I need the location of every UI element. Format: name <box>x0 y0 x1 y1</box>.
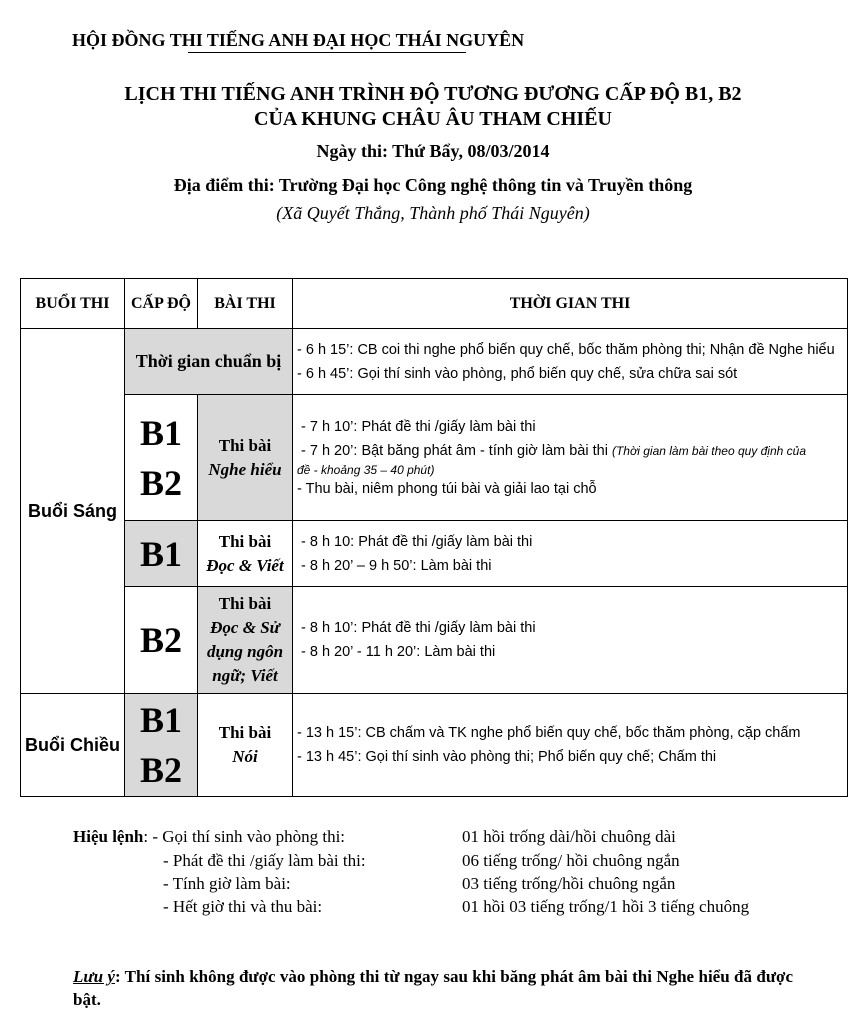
paper-line-1: Thi bài <box>218 531 272 551</box>
session-morning: Buổi Sáng <box>21 329 125 694</box>
council-heading <box>72 30 524 51</box>
header-paper: BÀI THI <box>198 279 293 329</box>
paper-line-2: Đọc & Sử <box>210 618 280 637</box>
level-b1: B1 <box>139 412 182 453</box>
listening-time-2: - 7 h 20’: Bật băng phát âm - tính giờ làm bài thi (Thời gian làm bài theo quy định của <box>301 442 807 459</box>
paper-line-1: Thi bài <box>218 435 272 455</box>
paper-line-2: Nghe hiểu <box>208 459 282 479</box>
table-row-afternoon <box>21 694 848 797</box>
prep-time-2: - 6 h 45’: Gọi thí sinh vào phòng, phổ biến quy chế, sửa chữa sai sót <box>297 365 738 382</box>
table-row-b2-reading <box>21 587 848 694</box>
b2-level: B2 <box>125 587 198 694</box>
speaking-times <box>293 694 848 797</box>
header-session: BUỔI THI <box>21 279 125 329</box>
b1-times <box>293 521 848 587</box>
session-afternoon: Buổi Chiều <box>21 694 125 797</box>
paper-line-1: Thi bài <box>218 594 272 613</box>
b2-times <box>293 587 848 694</box>
signal-action-4: - Hết giờ thi và thu bài: <box>163 897 323 916</box>
signal-action-2: - Phát đề thi /giấy làm bài thi: <box>163 851 366 870</box>
b1-time-1: - 8 h 10: Phát đề thi /giấy làm bài thi <box>301 533 533 550</box>
council-name: THI TIẾNG ANH ĐẠI HỌC THÁI NGUYÊN <box>169 30 525 50</box>
b2-time-2: - 8 h 20’ - 11 h 20’: Làm bài thi <box>301 644 496 660</box>
note-text: : Thí sinh không được vào phòng thi từ ngay sau khi băng phát âm bài thi Nghe hiểu đã được bật. <box>73 967 793 1009</box>
speaking-time-2: - 13 h 45’: Gọi thí sinh vào phòng thi; Phổ biến quy chế; Chấm thi <box>297 749 717 765</box>
b2-time-1: - 8 h 10’: Phát đề thi /giấy làm bài thi <box>301 620 536 636</box>
level-b1: B1 <box>139 700 182 740</box>
prep-label: Thời gian chuẩn bị <box>125 329 293 395</box>
council-prefix: HỘI ĐỒNG <box>72 30 170 50</box>
table-header-row <box>21 279 848 329</box>
table-row-listening <box>21 395 848 521</box>
speaking-time-1: - 13 h 15’: CB chấm và TK nghe phổ biến quy chế, bốc thăm phòng, cặp chấm <box>297 725 801 741</box>
exam-venue-address: (Xã Quyết Thắng, Thành phố Thái Nguyên) <box>276 203 590 223</box>
header-level: CẤP ĐỘ <box>125 279 198 329</box>
speaking-paper <box>198 694 293 797</box>
listening-paper <box>198 395 293 521</box>
listening-time-3: - Thu bài, niêm phong túi bài và giải lao tại chỗ <box>297 480 597 497</box>
exam-date: Ngày thi: Thứ Bẩy, 08/03/2014 <box>316 141 550 161</box>
paper-line-1: Thi bài <box>218 723 272 742</box>
exam-venue: Địa điểm thi: Trường Đại học Công nghệ thông tin và Truyền thông <box>173 175 693 195</box>
signal-value-2: 06 tiếng trống/ hồi chuông ngắn <box>462 851 680 870</box>
listening-levels <box>125 395 198 521</box>
table-row-b1-reading <box>21 521 848 587</box>
paper-line-2: Đọc & Viết <box>206 555 284 575</box>
paper-line-3: dụng ngôn <box>206 642 284 661</box>
table-row-prep <box>21 329 848 395</box>
listening-time-1: - 7 h 10’: Phát đề thi /giấy làm bài thi <box>301 418 536 435</box>
speaking-levels <box>125 694 198 797</box>
signal-value-3: 03 tiếng trống/hồi chuông ngắn <box>462 874 676 893</box>
listening-time-note: đề - khoảng 35 – 40 phút) <box>297 462 435 477</box>
level-b2: B2 <box>139 750 182 790</box>
paper-line-4: ngữ; Viết <box>212 666 278 685</box>
listening-times <box>293 395 848 521</box>
signals-label: Hiệu lệnh: - Gọi thí sinh vào phòng thi: <box>73 827 346 846</box>
signal-value-1: 01 hồi trống dài/hồi chuông dài <box>462 827 676 846</box>
header-time: THỜI GIAN THI <box>293 279 848 329</box>
b2-paper <box>198 587 293 694</box>
b1-time-2: - 8 h 20’ – 9 h 50’: Làm bài thi <box>301 557 492 574</box>
prep-time-1: - 6 h 15’: CB coi thi nghe phổ biến quy chế, bốc thăm phòng thi; Nhận đề Nghe hiểu <box>297 341 835 358</box>
b1-paper <box>198 521 293 587</box>
note <box>73 965 793 1011</box>
signal-action-3: - Tính giờ làm bài: <box>163 874 291 893</box>
council-underline <box>188 52 466 53</box>
b1-level: B1 <box>125 521 198 587</box>
signal-value-4: 01 hồi 03 tiếng trống/1 hồi 3 tiếng chuông <box>462 897 750 916</box>
title-line-1: LỊCH THI TIẾNG ANH TRÌNH ĐỘ TƯƠNG ĐƯƠNG CẤP ĐỘ B1, B2 <box>124 83 742 105</box>
level-b2: B2 <box>139 462 182 503</box>
note-key: Lưu ý <box>73 967 115 986</box>
title-line-2: CỦA KHUNG CHÂU ÂU THAM CHIẾU <box>254 108 612 130</box>
prep-times <box>293 329 848 395</box>
exam-schedule-table <box>20 278 848 797</box>
paper-line-2: Nói <box>232 747 258 766</box>
